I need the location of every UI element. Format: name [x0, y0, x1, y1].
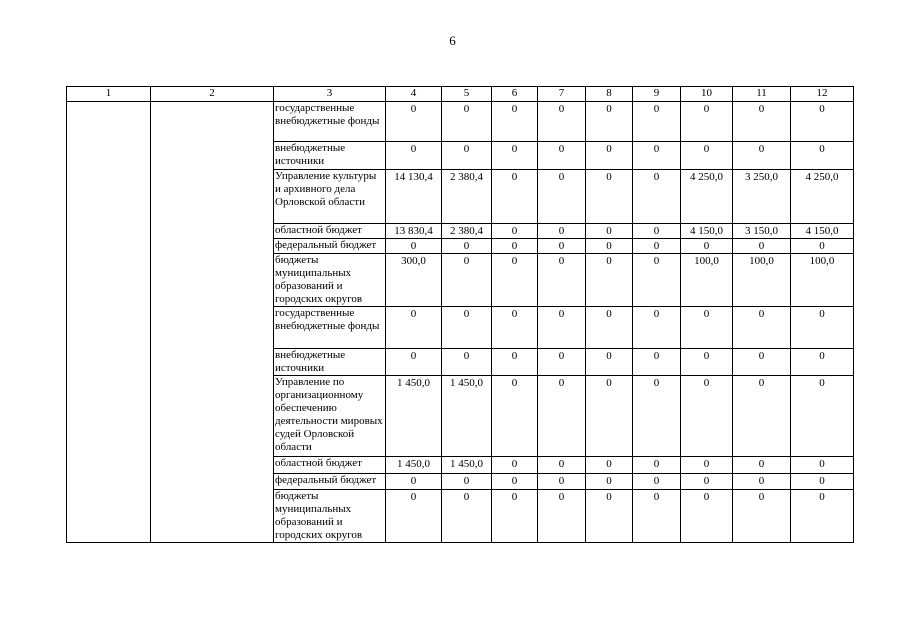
value-cell: 1 450,0 — [442, 457, 492, 474]
column-header: 10 — [681, 87, 733, 102]
value-cell: 0 — [586, 224, 633, 239]
value-cell: 0 — [492, 102, 538, 142]
value-cell: 0 — [681, 307, 733, 349]
value-cell: 0 — [586, 254, 633, 307]
value-cell: 0 — [442, 307, 492, 349]
value-cell: 0 — [791, 349, 854, 376]
value-cell: 0 — [791, 307, 854, 349]
funding-source-cell: областной бюджет — [274, 224, 386, 239]
value-cell: 0 — [492, 474, 538, 490]
value-cell: 0 — [633, 457, 681, 474]
value-cell: 0 — [442, 349, 492, 376]
value-cell: 0 — [538, 474, 586, 490]
funding-source-cell: внебюджетные источники — [274, 142, 386, 170]
value-cell: 0 — [492, 349, 538, 376]
value-cell: 0 — [633, 102, 681, 142]
row-number-cell — [67, 102, 151, 543]
value-cell: 0 — [586, 376, 633, 457]
funding-source-cell: государственные внебюджетные фонды — [274, 307, 386, 349]
column-header: 7 — [538, 87, 586, 102]
value-cell: 0 — [681, 239, 733, 254]
value-cell: 3 250,0 — [733, 170, 791, 224]
value-cell: 0 — [791, 102, 854, 142]
value-cell: 0 — [386, 490, 442, 543]
funding-source-cell: государственные внебюджетные фонды — [274, 102, 386, 142]
value-cell: 0 — [733, 474, 791, 490]
value-cell: 0 — [442, 254, 492, 307]
value-cell: 0 — [386, 142, 442, 170]
value-cell: 0 — [386, 307, 442, 349]
value-cell: 0 — [442, 490, 492, 543]
value-cell: 0 — [681, 457, 733, 474]
value-cell: 4 150,0 — [681, 224, 733, 239]
value-cell: 1 450,0 — [442, 376, 492, 457]
value-cell: 0 — [791, 239, 854, 254]
value-cell: 0 — [681, 349, 733, 376]
value-cell: 14 130,4 — [386, 170, 442, 224]
value-cell: 0 — [586, 142, 633, 170]
value-cell: 0 — [538, 102, 586, 142]
value-cell: 0 — [586, 239, 633, 254]
value-cell: 0 — [586, 170, 633, 224]
value-cell: 0 — [538, 376, 586, 457]
value-cell: 0 — [538, 142, 586, 170]
value-cell: 0 — [633, 254, 681, 307]
value-cell: 0 — [791, 490, 854, 543]
value-cell: 0 — [586, 307, 633, 349]
value-cell: 0 — [492, 224, 538, 239]
value-cell: 0 — [442, 102, 492, 142]
value-cell: 0 — [733, 102, 791, 142]
value-cell: 100,0 — [681, 254, 733, 307]
value-cell: 0 — [633, 490, 681, 543]
value-cell: 0 — [386, 474, 442, 490]
value-cell: 0 — [492, 239, 538, 254]
funding-source-cell: бюджеты муниципальных образований и городских округов — [274, 490, 386, 543]
table-row — [67, 102, 854, 142]
value-cell: 4 250,0 — [681, 170, 733, 224]
value-cell: 0 — [492, 307, 538, 349]
value-cell: 0 — [791, 457, 854, 474]
funding-source-cell: Управление культуры и архивного дела Орловской области — [274, 170, 386, 224]
value-cell: 0 — [538, 457, 586, 474]
funding-source-cell: внебюджетные источники — [274, 349, 386, 376]
value-cell: 0 — [492, 254, 538, 307]
value-cell: 0 — [386, 349, 442, 376]
value-cell: 0 — [538, 490, 586, 543]
value-cell: 0 — [633, 307, 681, 349]
value-cell: 0 — [633, 142, 681, 170]
budget-table — [66, 86, 854, 543]
value-cell: 0 — [681, 376, 733, 457]
value-cell: 100,0 — [791, 254, 854, 307]
value-cell: 0 — [538, 170, 586, 224]
page-number: 6 — [449, 33, 456, 48]
value-cell: 0 — [586, 474, 633, 490]
value-cell: 4 150,0 — [791, 224, 854, 239]
value-cell: 0 — [386, 239, 442, 254]
value-cell: 2 380,4 — [442, 224, 492, 239]
program-name-cell — [151, 102, 274, 543]
value-cell: 100,0 — [733, 254, 791, 307]
column-header: 8 — [586, 87, 633, 102]
column-header: 3 — [274, 87, 386, 102]
column-header: 1 — [67, 87, 151, 102]
value-cell: 0 — [586, 349, 633, 376]
funding-source-cell: бюджеты муниципальных образований и городских округов — [274, 254, 386, 307]
value-cell: 0 — [791, 474, 854, 490]
value-cell: 0 — [791, 142, 854, 170]
value-cell: 0 — [733, 376, 791, 457]
value-cell: 0 — [681, 102, 733, 142]
column-header: 9 — [633, 87, 681, 102]
header-row — [67, 87, 854, 102]
column-header: 2 — [151, 87, 274, 102]
funding-source-cell: федеральный бюджет — [274, 474, 386, 490]
value-cell: 0 — [586, 102, 633, 142]
value-cell: 0 — [492, 376, 538, 457]
value-cell: 0 — [733, 457, 791, 474]
value-cell: 0 — [733, 307, 791, 349]
value-cell: 0 — [681, 490, 733, 543]
value-cell: 0 — [386, 102, 442, 142]
column-header: 5 — [442, 87, 492, 102]
value-cell: 0 — [681, 142, 733, 170]
value-cell: 0 — [538, 307, 586, 349]
value-cell: 0 — [733, 142, 791, 170]
value-cell: 2 380,4 — [442, 170, 492, 224]
value-cell: 0 — [538, 254, 586, 307]
value-cell: 0 — [538, 349, 586, 376]
table-body — [67, 102, 854, 543]
value-cell: 0 — [633, 474, 681, 490]
value-cell: 0 — [791, 376, 854, 457]
value-cell: 0 — [492, 457, 538, 474]
value-cell: 0 — [733, 490, 791, 543]
value-cell: 0 — [492, 142, 538, 170]
value-cell: 300,0 — [386, 254, 442, 307]
value-cell: 1 450,0 — [386, 457, 442, 474]
funding-source-cell: областной бюджет — [274, 457, 386, 474]
value-cell: 13 830,4 — [386, 224, 442, 239]
value-cell: 4 250,0 — [791, 170, 854, 224]
value-cell: 3 150,0 — [733, 224, 791, 239]
value-cell: 0 — [586, 457, 633, 474]
value-cell: 0 — [633, 349, 681, 376]
value-cell: 0 — [633, 376, 681, 457]
column-header: 12 — [791, 87, 854, 102]
value-cell: 0 — [586, 490, 633, 543]
value-cell: 0 — [442, 474, 492, 490]
column-header: 6 — [492, 87, 538, 102]
column-header: 11 — [733, 87, 791, 102]
value-cell: 0 — [733, 349, 791, 376]
column-header: 4 — [386, 87, 442, 102]
value-cell: 0 — [733, 239, 791, 254]
value-cell: 0 — [633, 224, 681, 239]
value-cell: 0 — [633, 239, 681, 254]
value-cell: 1 450,0 — [386, 376, 442, 457]
value-cell: 0 — [492, 170, 538, 224]
value-cell: 0 — [681, 474, 733, 490]
value-cell: 0 — [442, 239, 492, 254]
value-cell: 0 — [442, 142, 492, 170]
value-cell: 0 — [633, 170, 681, 224]
funding-source-cell: Управление по организационному обеспечению деятельности мировых судей Орловской области — [274, 376, 386, 457]
value-cell: 0 — [538, 224, 586, 239]
value-cell: 0 — [492, 490, 538, 543]
funding-source-cell: федеральный бюджет — [274, 239, 386, 254]
value-cell: 0 — [538, 239, 586, 254]
